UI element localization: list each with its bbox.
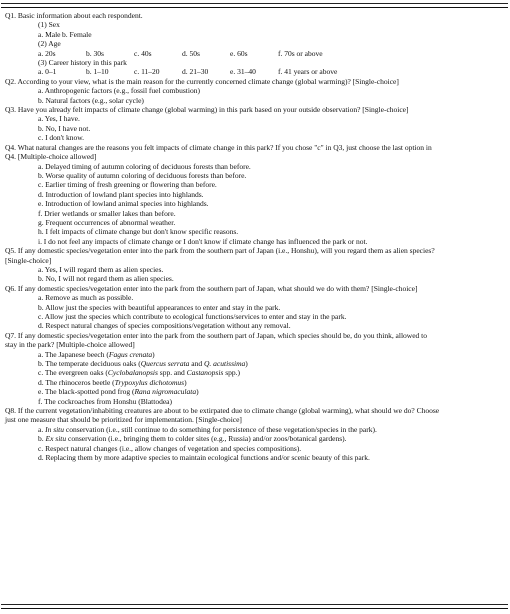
q6-option-b: b. Allow just the species with beautiful appearances to enter and stay in the park. [38, 302, 281, 312]
text: c. The evergreen oaks ( [38, 368, 108, 378]
text: b. The temperate deciduous oaks ( [38, 359, 141, 369]
q7-title-line1: Q7. If any domestic species/vegetation enter into the park from the southern part of Japan, which species should be, do you think, allowed to [5, 330, 428, 340]
q8-title-line1: Q8. If the current vegetation/inhabiting creatures are about to be extirpated due to climate change (global warming), what should we do? Choose [5, 406, 440, 416]
text: ) [196, 387, 199, 397]
species-name: Castanopsis [186, 368, 224, 378]
q4-option-g: g. Frequent occurrences of abnormal weather. [38, 217, 176, 227]
text: d. The rhinoceros beetle ( [38, 377, 115, 387]
q1-age-label: (2) Age [38, 39, 61, 49]
q7-option-f: f. The cockroaches from Honshu (Blattodea) [38, 396, 172, 406]
text: conservation (i.e., bringing them to colder sites (e.g., Russia) and/or zoos/botanical gardens). [66, 434, 347, 444]
option: f. 41 years or above [278, 67, 338, 77]
option: b. Female [62, 29, 92, 39]
q3-option-b: b. No, I have not. [38, 123, 91, 133]
text: ) [152, 349, 155, 359]
q8-option-a [5, 425, 505, 434]
species-name: Quercus serrata [140, 359, 190, 369]
q7-option-c [5, 368, 505, 377]
q4-option-c: c. Earlier timing of fresh greening or flowering than before. [38, 180, 217, 190]
q8-option-c: c. Respect natural changes (i.e., allow changes of vegetation and species compositions). [38, 443, 302, 453]
q2-option-b: b. Natural factors (e.g., solar cycle) [38, 95, 144, 105]
q4-title-line2: Q4. [Multiple-choice allowed] [5, 152, 97, 162]
top-rule-thick [1, 7, 508, 8]
q4-option-e: e. Introduction of lowland animal species into highlands. [38, 199, 209, 209]
q7-option-e [5, 387, 505, 396]
species-name: Rana nigromaculata [134, 387, 197, 397]
option: a. 20s [38, 48, 56, 58]
q5-title-line2: [Single-choice] [5, 255, 52, 265]
text: and [189, 359, 204, 369]
option: d. 21–30 [182, 67, 209, 77]
text: spp. and [157, 368, 187, 378]
q4-option-a: a. Delayed timing of autumn coloring of deciduous forests than before. [38, 161, 251, 171]
q1-sex-label: (1) Sex [38, 20, 60, 30]
text: spp.) [223, 368, 240, 378]
text: ) [245, 359, 248, 369]
q6-option-c: c. Allow just the species which contribute to ecological functions/services to enter and stay in the park. [38, 312, 347, 321]
species-name: Fagus crenata [108, 349, 153, 359]
species-name: Trypoxylus dichotomus [114, 377, 185, 387]
term: Ex situ [45, 434, 67, 444]
q1-sex-options [5, 30, 505, 39]
q7-option-d [5, 378, 505, 387]
option: e. 60s [230, 48, 248, 58]
q4-option-f: f. Drier wetlands or smaller lakes than before. [38, 208, 176, 218]
q1-career-options [5, 67, 505, 76]
q6-option-a: a. Remove as much as possible. [38, 293, 134, 303]
option: f. 70s or above [278, 48, 323, 58]
text: a. [38, 424, 46, 434]
term: In situ [45, 424, 65, 434]
text: b. [38, 434, 46, 444]
option: a. 0–1 [38, 67, 57, 77]
q6-title: Q6. If any domestic species/vegetation enter into the park from the southern part of Japan, what should we do with them? [Single-choice] [5, 283, 418, 293]
q6-option-d: d. Respect natural changes of species compositions/vegetation without any removal. [38, 321, 291, 331]
q1-title: Q1. Basic information about each respondent. [5, 11, 143, 20]
q5-title-line1: Q5. If any domestic species/vegetation enter into the park from the southern part of Japan (i.e., Honshu), will you regard them as alien species? [5, 246, 435, 256]
q8-option-d: d. Replacing them by more adaptive species to maintain ecological functions and/or scenic beauty of this park. [38, 453, 370, 463]
q1-age-options [5, 49, 505, 58]
species-name: Cyclobalanopsis [107, 368, 158, 378]
q2-option-a: a. Anthropogenic factors (e.g., fossil fuel combustion) [38, 86, 200, 96]
q3-option-c: c. I don't know. [38, 133, 85, 143]
q4-option-i: i. I do not feel any impacts of climate change or I don't know if climate change has influenced the park or not. [38, 236, 368, 246]
q5-option-b: b. No, I will not regard them as alien species. [38, 274, 174, 284]
text: e. The black-spotted pond frog ( [38, 387, 135, 397]
q7-option-b [5, 359, 505, 368]
q4-title-line1: Q4. What natural changes are the reasons you felt impacts of climate change in this park? If you chose "c" in Q3, just choose the last option in [5, 142, 432, 152]
option: c. 40s [134, 48, 152, 58]
text: a. The Japanese beech ( [38, 349, 109, 359]
q7-option-a [5, 350, 505, 359]
option: b. 30s [86, 48, 104, 58]
questionnaire [5, 11, 505, 463]
q4-option-h: h. I felt impacts of climate change but don't know specific reasons. [38, 227, 239, 237]
q8-option-b [5, 434, 505, 443]
q4-option-d: d. Introduction of lowland plant species into highlands. [38, 189, 204, 199]
q8-title-line2: just one measure that should be prioritized for implementation. [Single-choice] [5, 415, 242, 425]
option: e. 31–40 [230, 67, 256, 77]
option: c. 11–20 [134, 67, 160, 77]
bottom-rule-thin [1, 604, 508, 605]
q4-option-b: b. Worse quality of autumn coloring of deciduous forests than before. [38, 170, 247, 180]
q7-title-line2: stay in the park? [Multiple-choice allowed] [5, 340, 135, 350]
text: conservation (i.e., still continue to do something for persistence of these vegetation/species in the park). [64, 424, 377, 434]
q2-title: Q2. According to your view, what is the main reason for the currently concerned climate change (global warming)? [Single-choice] [5, 76, 399, 86]
bottom-rule-thick [1, 608, 508, 609]
q3-title: Q3. Have you already felt impacts of climate change (global warming) in this park based on your outside observation? [Single-choice] [5, 105, 409, 115]
q1-career-label: (3) Career history in this park [38, 58, 127, 68]
option: d. 50s [182, 48, 200, 58]
option: b. 1–10 [86, 67, 109, 77]
q5-option-a: a. Yes, I will regard them as alien species. [38, 264, 164, 274]
top-rule-thin [1, 3, 508, 4]
option: a. Male [38, 29, 61, 39]
text: ) [184, 377, 187, 387]
q3-option-a: a. Yes, I have. [38, 114, 80, 124]
species-name: Q. acutissima [204, 359, 246, 369]
